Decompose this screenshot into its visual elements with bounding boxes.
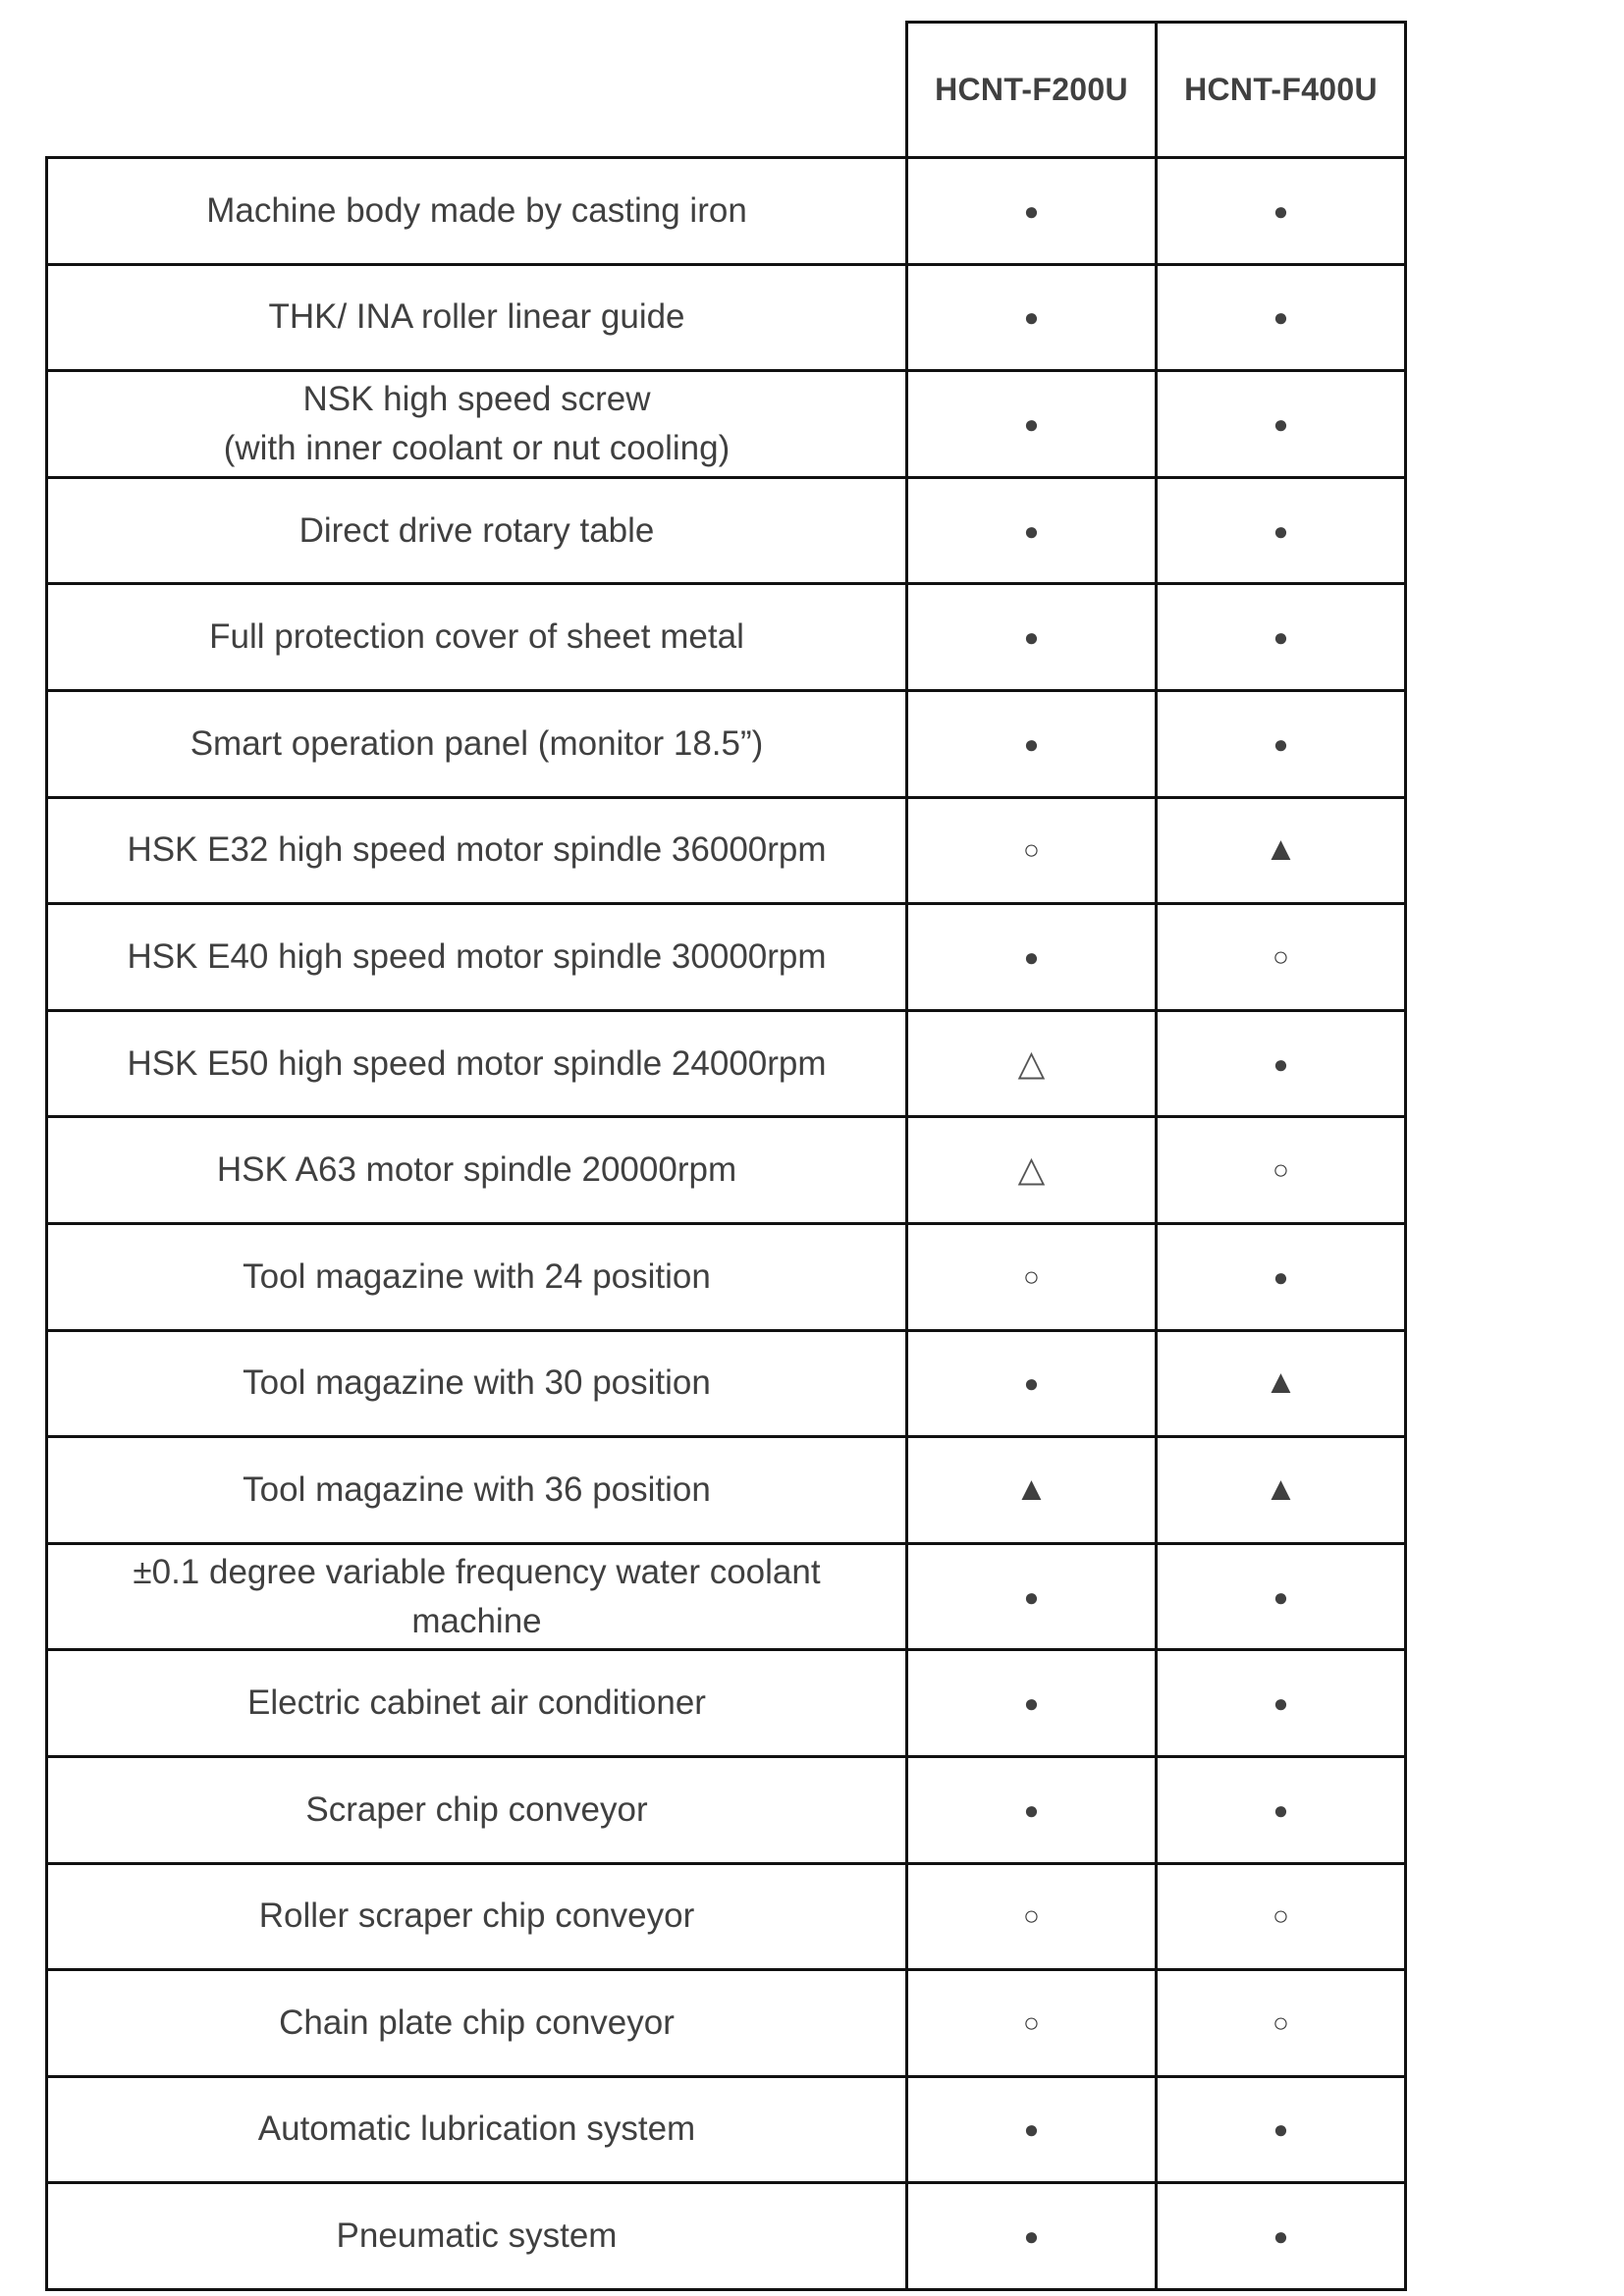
feature-label: HSK A63 motor spindle 20000rpm (47, 1117, 907, 1224)
header-corner-empty (47, 23, 907, 158)
availability-cell (1157, 371, 1406, 478)
standard-filled-circle-icon: ● (1272, 622, 1289, 653)
table-row (47, 2076, 1406, 2183)
availability-cell (907, 1117, 1157, 1224)
availability-cell (907, 1543, 1157, 1650)
standard-filled-circle-icon: ● (1023, 1794, 1040, 1825)
availability-cell (907, 584, 1157, 691)
standard-filled-circle-icon: ● (1023, 302, 1040, 333)
feature-label: Smart operation panel (monitor 18.5”) (47, 690, 907, 797)
table-row (47, 1863, 1406, 1970)
standard-filled-circle-icon: ● (1023, 2114, 1040, 2145)
availability-cell (1157, 1437, 1406, 1544)
availability-cell (1157, 2183, 1406, 2290)
availability-cell (1157, 904, 1406, 1011)
feature-label: Roller scraper chip conveyor (47, 1863, 907, 1970)
availability-cell (907, 2076, 1157, 2183)
availability-cell (1157, 158, 1406, 265)
feature-label: Full protection cover of sheet metal (47, 584, 907, 691)
table-row (47, 1543, 1406, 1650)
availability-cell (907, 1756, 1157, 1863)
standard-filled-circle-icon: ● (1023, 408, 1040, 439)
feature-comparison-table (45, 21, 1407, 2291)
standard-filled-circle-icon: ● (1272, 1261, 1289, 1292)
optional-hollow-circle-icon: ○ (1023, 2006, 1040, 2038)
standard-filled-circle-icon: ● (1272, 2114, 1289, 2145)
filled-triangle-icon: ▲ (1264, 1363, 1298, 1402)
feature-label: Tool magazine with 30 position (47, 1330, 907, 1437)
availability-cell (1157, 477, 1406, 584)
feature-label: HSK E50 high speed motor spindle 24000rpm (47, 1010, 907, 1117)
feature-label: Automatic lubrication system (47, 2076, 907, 2183)
filled-triangle-icon: ▲ (1264, 1469, 1298, 1508)
standard-filled-circle-icon: ● (1272, 408, 1289, 439)
column-header-model: HCNT-F200U (907, 23, 1157, 158)
standard-filled-circle-icon: ● (1272, 1581, 1289, 1612)
availability-cell (907, 264, 1157, 371)
feature-label: Chain plate chip conveyor (47, 1970, 907, 2077)
table-row (47, 797, 1406, 904)
availability-cell (907, 904, 1157, 1011)
optional-hollow-circle-icon: ○ (1272, 2006, 1289, 2038)
hollow-triangle-icon: △ (1017, 1041, 1046, 1083)
availability-cell (907, 1970, 1157, 2077)
optional-hollow-circle-icon: ○ (1023, 834, 1040, 866)
optional-hollow-circle-icon: ○ (1272, 1900, 1289, 1932)
filled-triangle-icon: ▲ (1014, 1469, 1049, 1508)
standard-filled-circle-icon: ● (1272, 302, 1289, 333)
standard-filled-circle-icon: ● (1272, 728, 1289, 759)
table-row (47, 1010, 1406, 1117)
table-row (47, 264, 1406, 371)
table-row (47, 904, 1406, 1011)
availability-cell (907, 477, 1157, 584)
availability-cell (907, 797, 1157, 904)
feature-label: Machine body made by casting iron (47, 158, 907, 265)
feature-label: Pneumatic system (47, 2183, 907, 2290)
standard-filled-circle-icon: ● (1272, 195, 1289, 226)
availability-cell (1157, 797, 1406, 904)
table-row (47, 584, 1406, 691)
table-row (47, 158, 1406, 265)
availability-cell (907, 1650, 1157, 1757)
optional-hollow-circle-icon: ○ (1272, 940, 1289, 972)
feature-label: Tool magazine with 24 position (47, 1223, 907, 1330)
availability-cell (1157, 264, 1406, 371)
table-row (47, 477, 1406, 584)
standard-filled-circle-icon: ● (1272, 515, 1289, 546)
table-row (47, 1650, 1406, 1757)
feature-label: ±0.1 degree variable frequency water coolant machine (47, 1543, 907, 1650)
availability-cell (1157, 1863, 1406, 1970)
availability-cell (907, 1863, 1157, 1970)
feature-label: Electric cabinet air conditioner (47, 1650, 907, 1757)
table-row (47, 1970, 1406, 2077)
feature-label: Scraper chip conveyor (47, 1756, 907, 1863)
standard-filled-circle-icon: ● (1023, 622, 1040, 653)
availability-cell (1157, 1543, 1406, 1650)
availability-cell (1157, 1756, 1406, 1863)
table-row (47, 1117, 1406, 1224)
standard-filled-circle-icon: ● (1023, 1368, 1040, 1399)
availability-cell (1157, 584, 1406, 691)
table-row (47, 1756, 1406, 1863)
availability-cell (907, 371, 1157, 478)
feature-label: NSK high speed screw (with inner coolant or nut cooling) (47, 371, 907, 478)
optional-hollow-circle-icon: ○ (1272, 1154, 1289, 1186)
standard-filled-circle-icon: ● (1023, 941, 1040, 972)
standard-filled-circle-icon: ● (1272, 1794, 1289, 1825)
availability-cell (1157, 1117, 1406, 1224)
standard-filled-circle-icon: ● (1023, 195, 1040, 226)
feature-label: THK/ INA roller linear guide (47, 264, 907, 371)
availability-cell (907, 690, 1157, 797)
hollow-triangle-icon: △ (1017, 1148, 1046, 1190)
standard-filled-circle-icon: ● (1272, 1048, 1289, 1079)
availability-cell (1157, 1650, 1406, 1757)
availability-cell (907, 1330, 1157, 1437)
availability-cell (907, 158, 1157, 265)
filled-triangle-icon: ▲ (1264, 830, 1298, 869)
availability-cell (1157, 690, 1406, 797)
table-row (47, 1223, 1406, 1330)
standard-filled-circle-icon: ● (1272, 2221, 1289, 2252)
table-row (47, 1330, 1406, 1437)
standard-filled-circle-icon: ● (1023, 1688, 1040, 1719)
table-row (47, 1437, 1406, 1544)
availability-cell (907, 2183, 1157, 2290)
feature-label: HSK E32 high speed motor spindle 36000rpm (47, 797, 907, 904)
availability-cell (1157, 1330, 1406, 1437)
availability-cell (907, 1223, 1157, 1330)
table-row (47, 371, 1406, 478)
availability-cell (907, 1010, 1157, 1117)
standard-filled-circle-icon: ● (1023, 2221, 1040, 2252)
standard-filled-circle-icon: ● (1023, 728, 1040, 759)
standard-filled-circle-icon: ● (1023, 515, 1040, 546)
table-row (47, 2183, 1406, 2290)
table-row (47, 690, 1406, 797)
availability-cell (1157, 1223, 1406, 1330)
optional-hollow-circle-icon: ○ (1023, 1260, 1040, 1292)
availability-cell (1157, 2076, 1406, 2183)
feature-label: HSK E40 high speed motor spindle 30000rpm (47, 904, 907, 1011)
feature-label: Tool magazine with 36 position (47, 1437, 907, 1544)
table-header-row (47, 23, 1406, 158)
availability-cell (1157, 1010, 1406, 1117)
feature-label: Direct drive rotary table (47, 477, 907, 584)
column-header-model: HCNT-F400U (1157, 23, 1406, 158)
optional-hollow-circle-icon: ○ (1023, 1900, 1040, 1932)
standard-filled-circle-icon: ● (1023, 1581, 1040, 1612)
availability-cell (1157, 1970, 1406, 2077)
standard-filled-circle-icon: ● (1272, 1688, 1289, 1719)
availability-cell (907, 1437, 1157, 1544)
table-body (47, 158, 1406, 2290)
